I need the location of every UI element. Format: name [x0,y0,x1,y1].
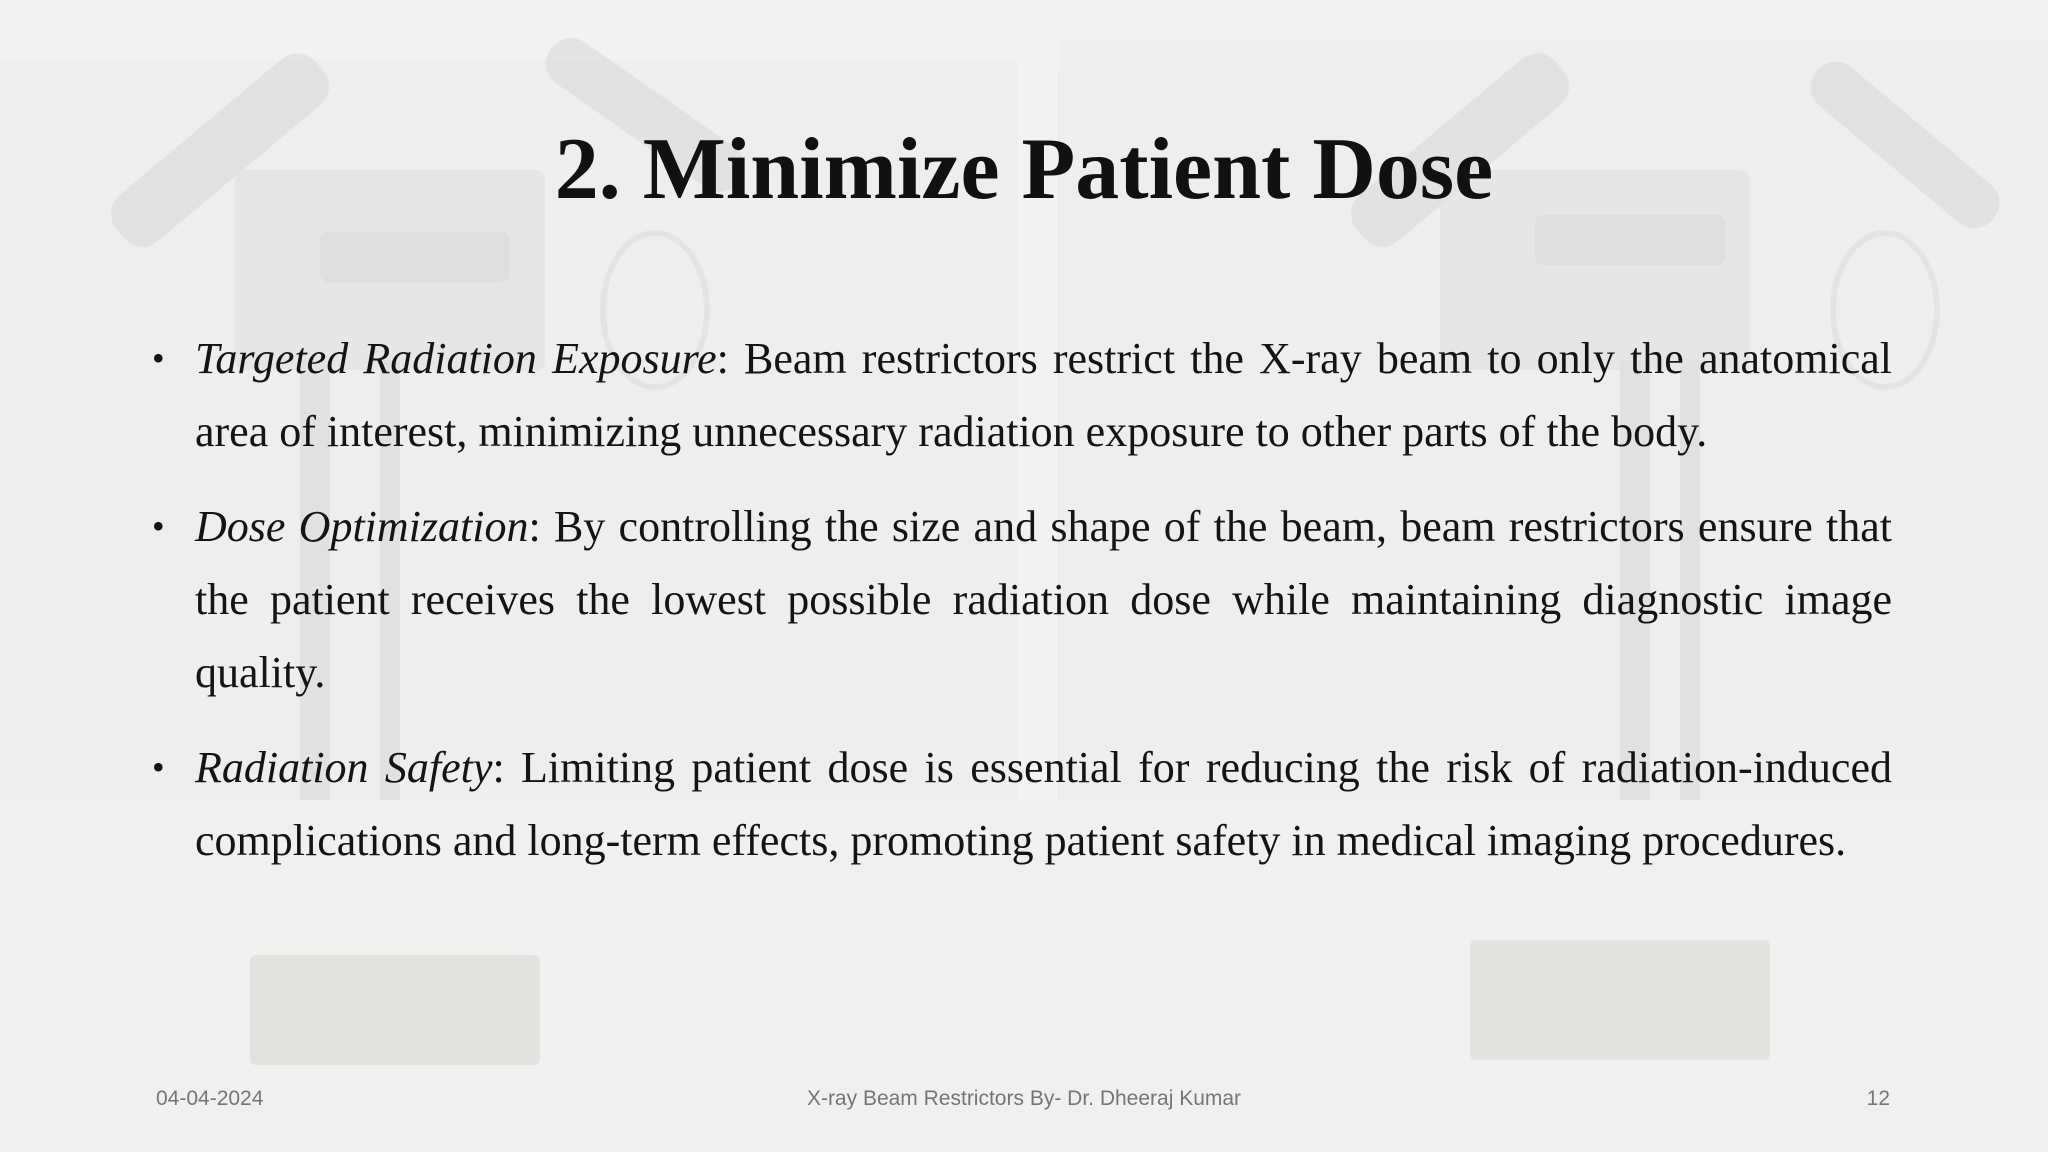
bullet-text: : Limiting patient dose is essential for reducing the risk of radiation-induced complications and long-term effects, promoting patient safety in medical imaging procedures. [195,743,1892,865]
slide-number: 12 [1866,1087,1890,1110]
bullet-term: Radiation Safety [195,743,493,792]
bullet-item-radiation-safety [152,731,1892,877]
bullet-term: Targeted Radiation Exposure [195,334,717,383]
bullet-item-dose-optimization [152,490,1892,709]
bullet-item-targeted-radiation-exposure [152,322,1892,468]
bullet-list [152,322,1892,899]
footer-date: 04-04-2024 [156,1087,264,1110]
footer-presentation-title: X-ray Beam Restrictors By- Dr. Dheeraj Kumar [806,1087,1242,1110]
slide-title: 2. Minimize Patient Dose [554,121,1494,218]
bullet-point-icon: • [152,338,165,378]
bullet-point-icon: • [152,747,165,787]
bullet-text: : Beam restrictors restrict the X-ray beam to only the anatomical area of interest, minimizing unnecessary radiation exposure to other parts of the body. [195,334,1892,456]
bullet-term: Dose Optimization [195,502,529,551]
bullet-point-icon: • [152,506,165,546]
bullet-text: : By controlling the size and shape of the beam, beam restrictors ensure that the patient receives the lowest possible radiation dose while maintaining diagnostic image quality. [195,502,1892,697]
